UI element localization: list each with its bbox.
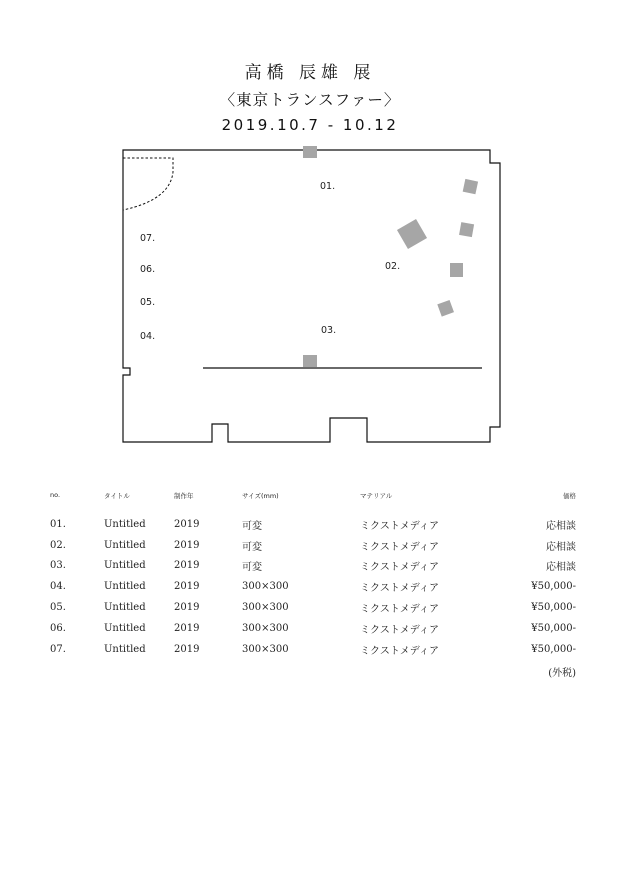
- cell-material: ミクストメディア: [360, 645, 439, 657]
- artwork-02-d: [437, 300, 454, 317]
- cell-size: 可変: [242, 541, 262, 553]
- cell-year: 2019: [174, 539, 200, 551]
- cell-price: ¥50,000-: [531, 581, 576, 593]
- cell-size: 300×300: [242, 643, 289, 655]
- cell-title: Untitled: [104, 539, 146, 551]
- cell-year: 2019: [174, 602, 200, 614]
- table-row: [40, 556, 580, 577]
- cell-size: 300×300: [242, 581, 289, 593]
- artwork-02-b: [459, 222, 474, 237]
- table-header-row: [40, 490, 580, 514]
- cell-price: 応相談: [546, 562, 576, 574]
- cell-no: 01.: [50, 518, 66, 530]
- cell-material: ミクストメディア: [360, 520, 439, 532]
- table-row: [40, 535, 580, 556]
- artwork-02-c: [450, 263, 463, 277]
- col-header-no: no.: [50, 491, 61, 499]
- cell-price: 応相談: [546, 541, 576, 553]
- cell-material: ミクストメディア: [360, 562, 439, 574]
- col-header-material: マテリアル: [360, 491, 393, 500]
- artwork-01: [303, 146, 317, 158]
- cell-no: 03.: [50, 560, 66, 572]
- room-label-04: 04.: [140, 331, 156, 342]
- cell-price: ¥50,000-: [531, 622, 576, 634]
- cell-title: Untitled: [104, 518, 146, 530]
- room-label-02: 02.: [385, 261, 401, 272]
- artwork-list-table: [40, 490, 580, 660]
- cell-size: 300×300: [242, 602, 289, 614]
- table-row: [40, 639, 580, 660]
- cell-price: 応相談: [546, 520, 576, 532]
- tax-note: (外税): [548, 668, 576, 679]
- cell-price: ¥50,000-: [531, 643, 576, 655]
- cell-no: 06.: [50, 622, 66, 634]
- room-label-01: 01.: [320, 181, 336, 192]
- cell-size: 可変: [242, 562, 262, 574]
- table-row: [40, 597, 580, 618]
- room-label-07: 07.: [140, 233, 156, 244]
- exhibition-subtitle: 〈東京トランスファー〉: [219, 91, 401, 109]
- col-header-title: タイトル: [104, 491, 130, 500]
- artwork-02-large: [397, 219, 427, 249]
- door-swing: [123, 158, 173, 210]
- cell-no: 07.: [50, 643, 66, 655]
- cell-year: 2019: [174, 581, 200, 593]
- exhibition-dates: 2019.10.7 - 10.12: [221, 116, 399, 134]
- cell-no: 05.: [50, 602, 66, 614]
- cell-year: 2019: [174, 518, 200, 530]
- cell-size: 可変: [242, 520, 262, 532]
- cell-year: 2019: [174, 643, 200, 655]
- table-row: [40, 514, 580, 535]
- artwork-02-a: [463, 179, 478, 194]
- room-label-05: 05.: [140, 297, 156, 308]
- room-outline: [123, 150, 500, 442]
- cell-material: ミクストメディア: [360, 541, 439, 553]
- artwork-03: [303, 355, 317, 367]
- cell-size: 300×300: [242, 622, 289, 634]
- table-row: [40, 618, 580, 639]
- cell-no: 02.: [50, 539, 66, 551]
- exhibition-title: 高橋 辰雄 展: [244, 63, 376, 83]
- col-header-year: 制作年: [174, 491, 194, 500]
- cell-title: Untitled: [104, 560, 146, 572]
- cell-year: 2019: [174, 622, 200, 634]
- cell-year: 2019: [174, 560, 200, 572]
- room-label-03: 03.: [321, 325, 337, 336]
- cell-material: ミクストメディア: [360, 624, 439, 636]
- col-header-size: サイズ(mm): [242, 491, 279, 500]
- cell-material: ミクストメディア: [360, 604, 439, 616]
- table-row: [40, 576, 580, 597]
- cell-price: ¥50,000-: [531, 602, 576, 614]
- cell-title: Untitled: [104, 622, 146, 634]
- col-header-price: 価格: [563, 491, 576, 500]
- room-label-06: 06.: [140, 264, 156, 275]
- cell-material: ミクストメディア: [360, 583, 439, 595]
- cell-title: Untitled: [104, 643, 146, 655]
- cell-title: Untitled: [104, 581, 146, 593]
- cell-title: Untitled: [104, 602, 146, 614]
- cell-no: 04.: [50, 581, 66, 593]
